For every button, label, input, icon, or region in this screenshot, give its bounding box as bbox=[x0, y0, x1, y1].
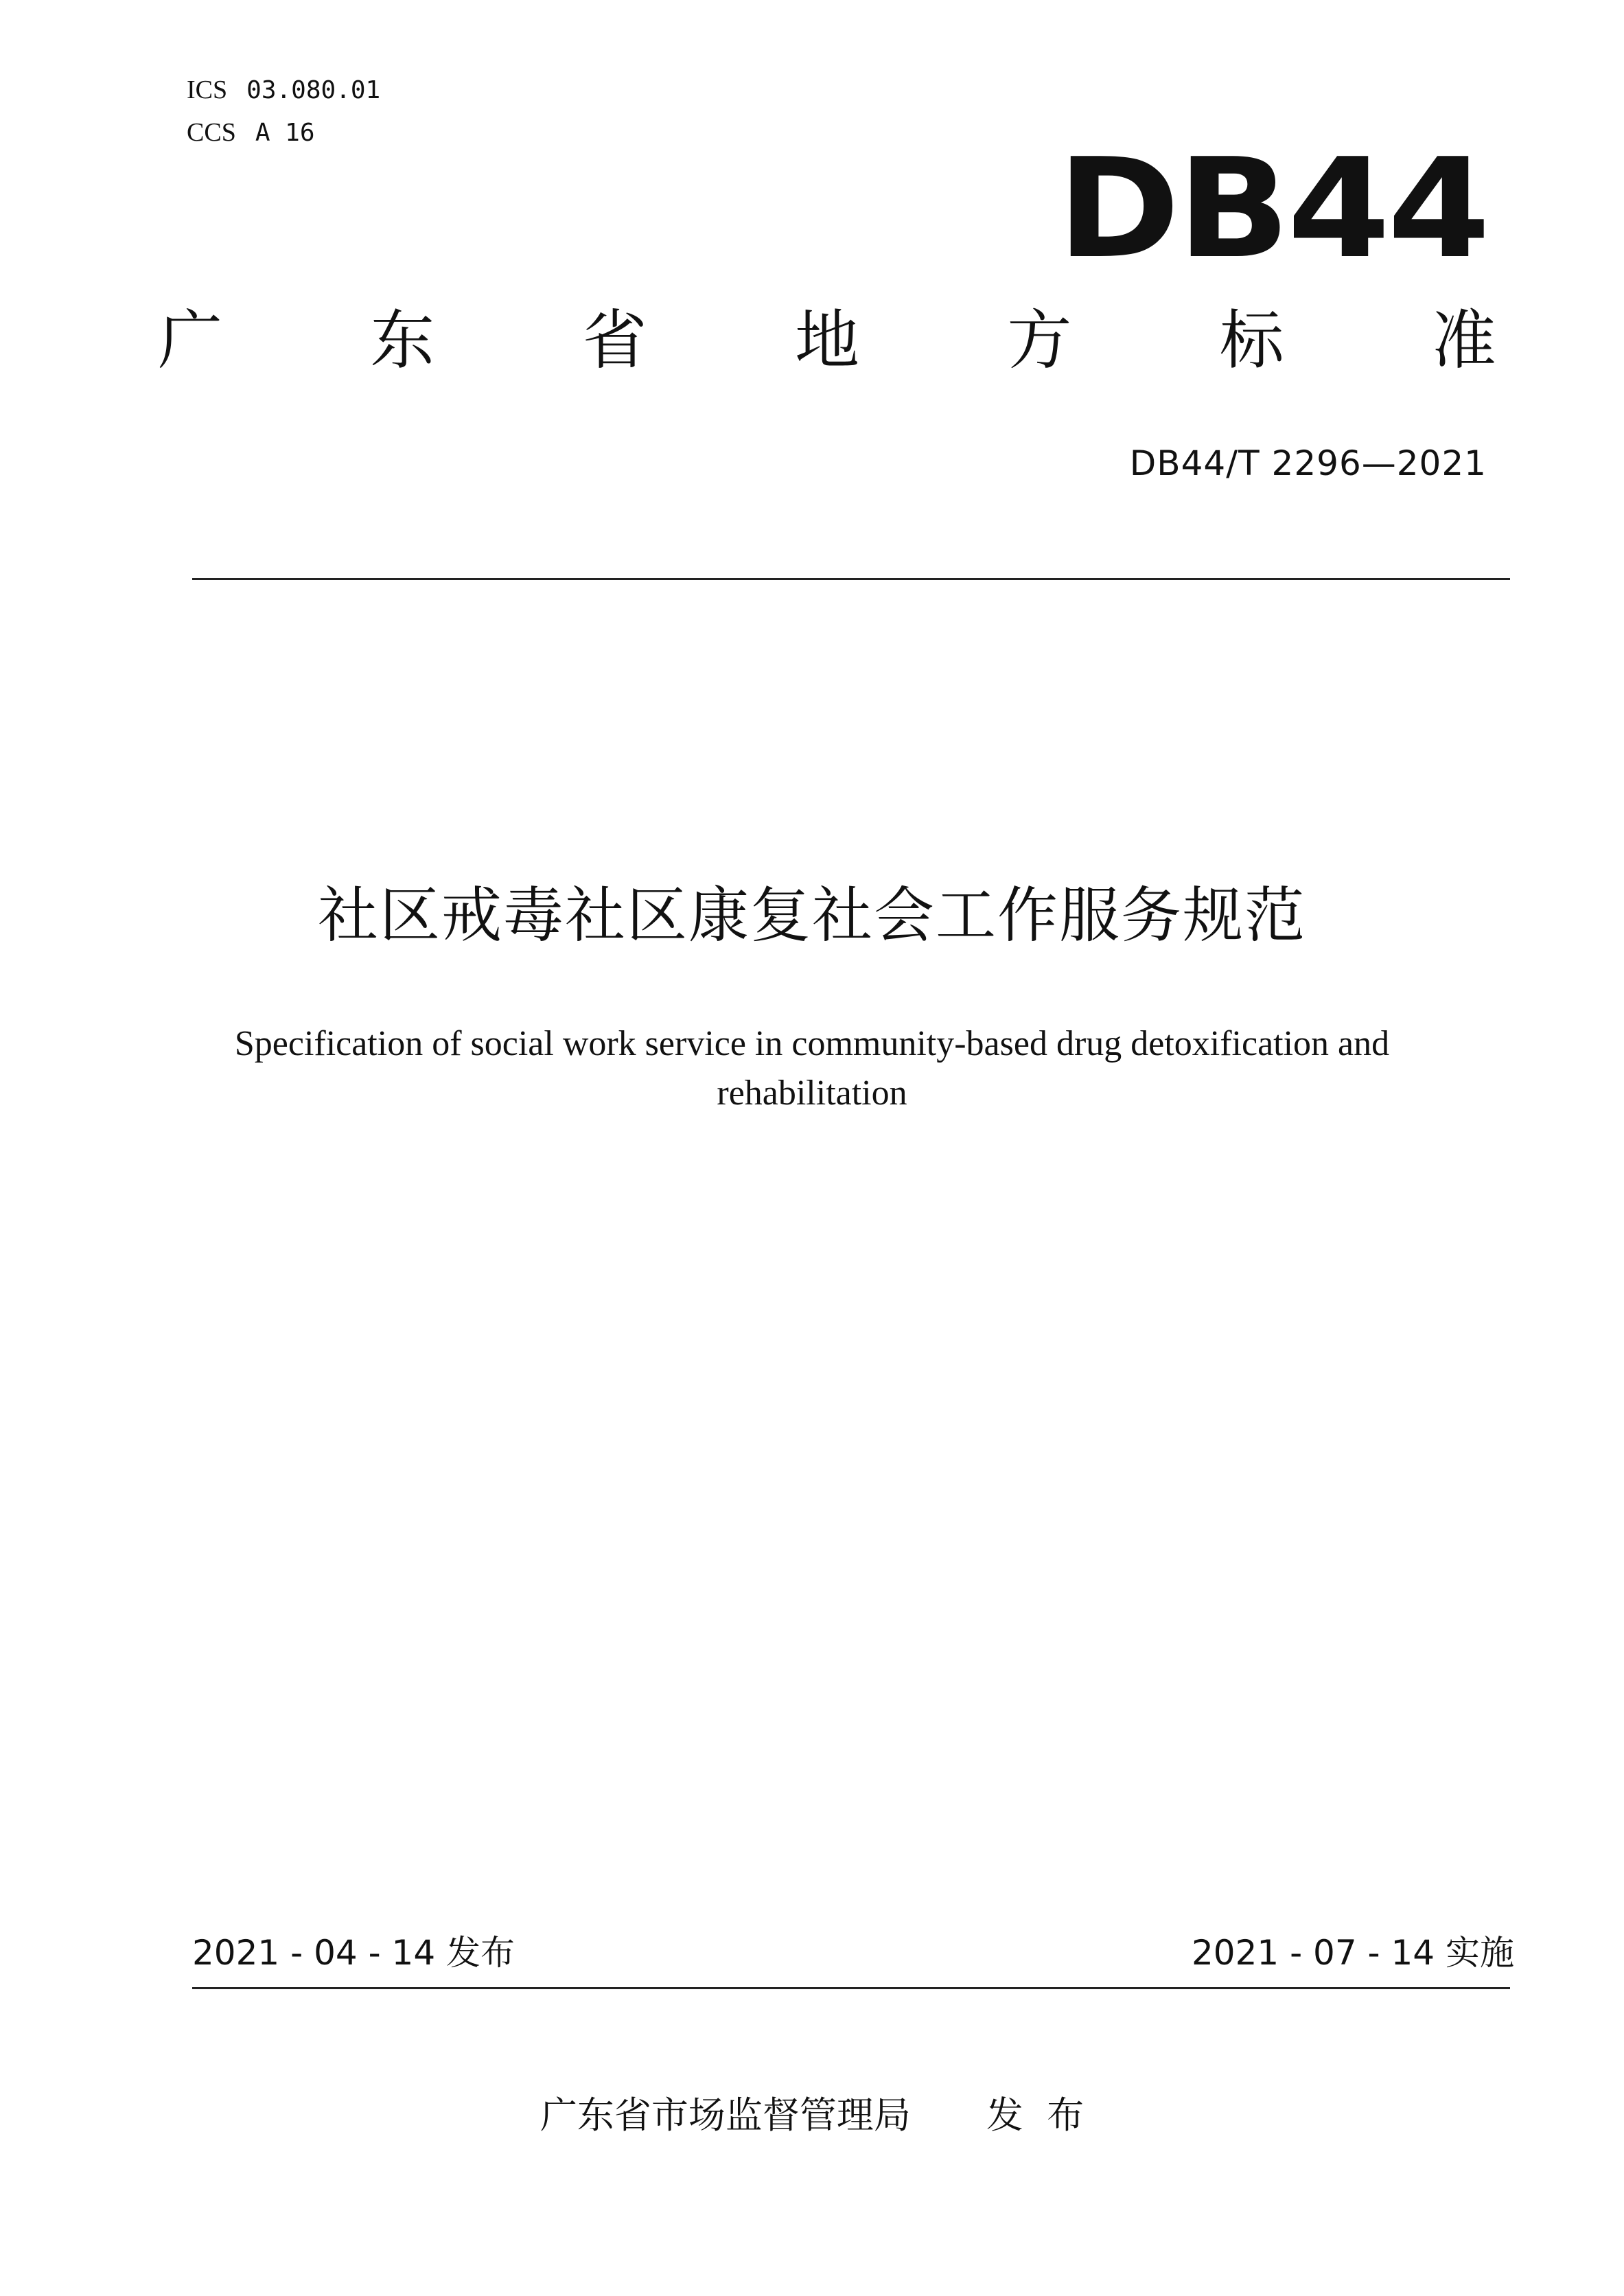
publisher-name: 广东省市场监督管理局 bbox=[540, 2094, 911, 2137]
standard-code: DB44/T 2296—2021 bbox=[1129, 443, 1487, 483]
ccs-line bbox=[187, 111, 315, 154]
header-divider bbox=[192, 578, 1510, 580]
standard-type-char: 方 bbox=[1007, 303, 1072, 378]
standard-type-title bbox=[158, 303, 1496, 378]
publisher-line bbox=[0, 2094, 1624, 2137]
ics-line bbox=[187, 69, 380, 112]
document-title-chinese: 社区戒毒社区康复社会工作服务规范 bbox=[317, 880, 1306, 951]
standard-type-char: 准 bbox=[1431, 303, 1496, 378]
standard-type-char: 省 bbox=[582, 303, 647, 378]
ccs-label: CCS bbox=[187, 118, 236, 147]
ics-label: ICS bbox=[187, 76, 228, 104]
english-title-line: rehabilitation bbox=[717, 1074, 907, 1113]
standard-type-char: 广 bbox=[158, 303, 223, 378]
issue-date: 2021 - 04 - 14 发布 bbox=[192, 1933, 515, 1973]
footer-divider bbox=[192, 1987, 1510, 1989]
document-title-english bbox=[206, 1019, 1418, 1118]
ics-value: 03.080.01 bbox=[246, 76, 381, 104]
standard-type-char: 标 bbox=[1219, 303, 1284, 378]
ccs-value: A 16 bbox=[255, 119, 315, 147]
implementation-date: 2021 - 07 - 14 实施 bbox=[1191, 1933, 1514, 1973]
db44-logo: DB44 bbox=[1057, 129, 1488, 289]
english-title-line: Specification of social work service in community-based drug detoxification and bbox=[234, 1024, 1390, 1063]
publish-action: 发 布 bbox=[986, 2094, 1084, 2137]
standard-type-char: 东 bbox=[370, 303, 435, 378]
standard-type-char: 地 bbox=[794, 303, 859, 378]
